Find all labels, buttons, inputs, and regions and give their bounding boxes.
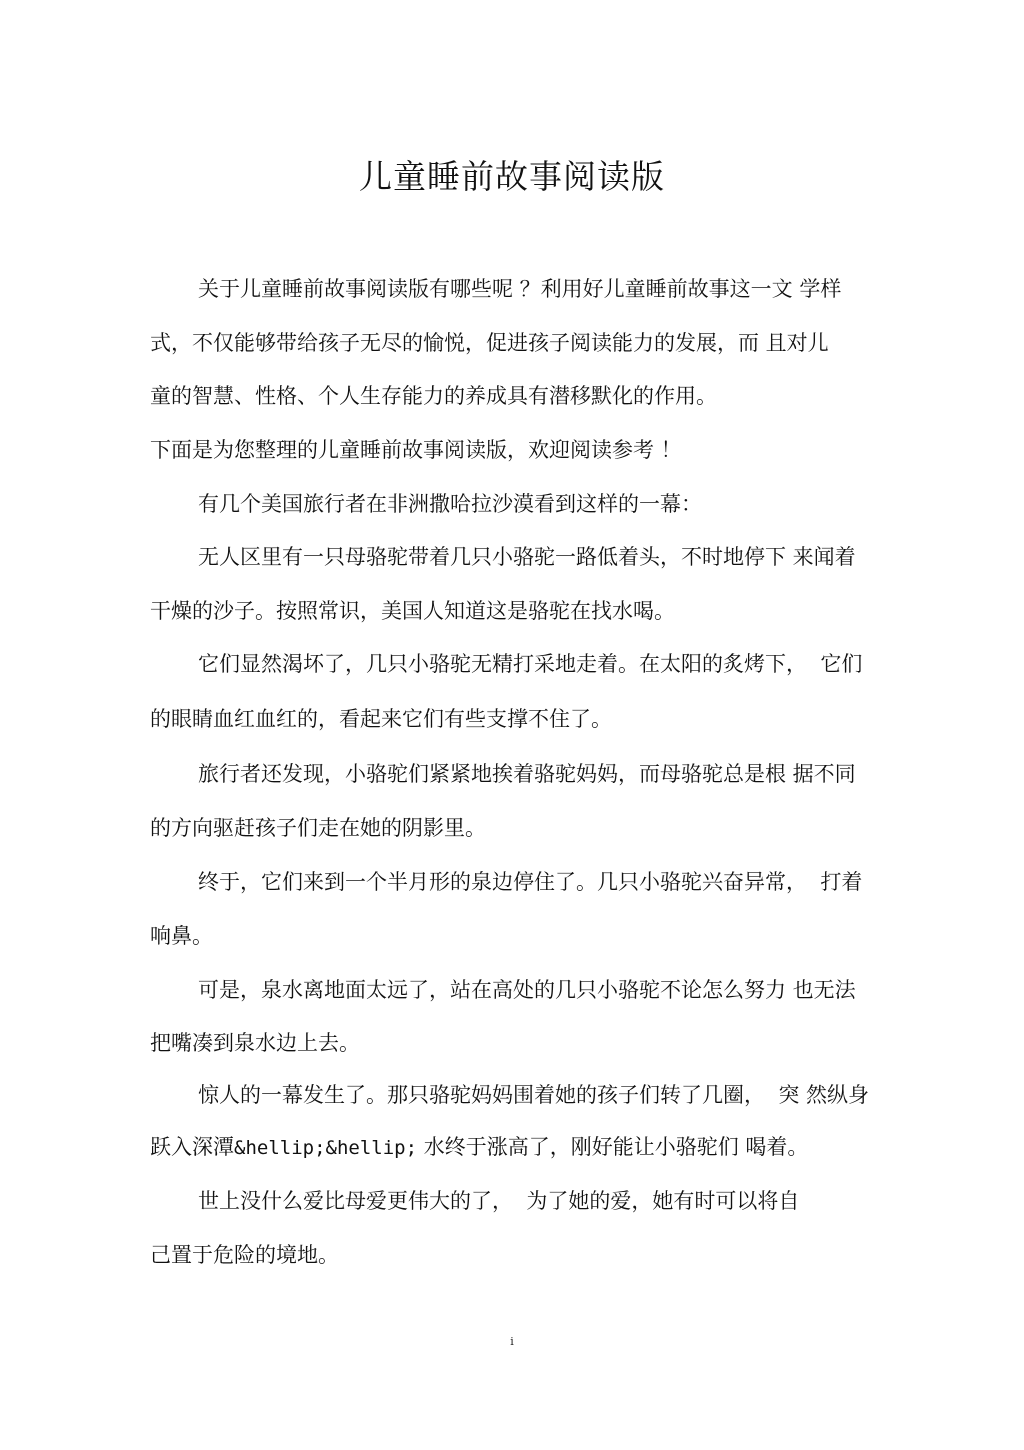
paragraph-line-mixed (150, 1132, 808, 1163)
paragraph-line: 响鼻。 (150, 924, 213, 948)
paragraph-line: 终于，它们来到一个半月形的泉边停住了。几只小骆驼兴奋异常， 打着 (198, 870, 863, 894)
paragraph-line: 干燥的沙子。按照常识，美国人知道这是骆驼在找水喝。 (150, 599, 675, 623)
paragraph-line: 它们显然渴坏了，几只小骆驼无精打采地走着。在太阳的炙烤下， 它们 (198, 652, 863, 676)
paragraph-line: 惊人的一幕发生了。那只骆驼妈妈围着她的孩子们转了几圈， 突 然纵身 (198, 1083, 870, 1107)
paragraph-line: 的眼睛血红血红的，看起来它们有些支撑不住了。 (150, 707, 612, 731)
paragraph-line: 无人区里有一只母骆驼带着几只小骆驼一路低着头，不时地停下 来闻着 (198, 545, 856, 569)
paragraph-line: 下面是为您整理的儿童睡前故事阅读版，欢迎阅读参考 ！ (150, 438, 682, 462)
paragraph-line: 有几个美国旅行者在非洲撒哈拉沙漠看到这样的一幕： (198, 492, 702, 516)
paragraph-line: 可是，泉水离地面太远了，站在高处的几只小骆驼不论怎么努力 也无法 (198, 978, 856, 1002)
paragraph-line: 把嘴凑到泉水边上去。 (150, 1031, 360, 1055)
line-text-after: 水终于涨高了，刚好能让小骆驼们 喝着。 (417, 1135, 809, 1159)
page-number: i (510, 1335, 514, 1348)
html-entity-code: &hellip;&hellip; (234, 1137, 418, 1159)
paragraph-line: 的方向驱赶孩子们走在她的阴影里。 (150, 816, 486, 840)
paragraph-line: 世上没什么爱比母爱更伟大的了， 为了她的爱，她有时可以将自 (198, 1189, 800, 1213)
paragraph-line: 童的智慧、性格、个人生存能力的养成具有潜移默化的作用。 (150, 384, 717, 408)
paragraph-line: 己置于危险的境地。 (150, 1243, 339, 1267)
paragraph-line: 式，不仅能够带给孩子无尽的愉悦，促进孩子阅读能力的发展，而 且对儿 (150, 331, 829, 355)
paragraph-line: 关于儿童睡前故事阅读版有哪些呢 ？利用好儿童睡前故事这一文 学样 (198, 277, 842, 301)
line-text-before: 跃入深潭 (150, 1135, 234, 1159)
document-title: 儿童睡前故事阅读版 (359, 157, 665, 196)
paragraph-line: 旅行者还发现，小骆驼们紧紧地挨着骆驼妈妈，而母骆驼总是根 据不同 (198, 762, 856, 786)
